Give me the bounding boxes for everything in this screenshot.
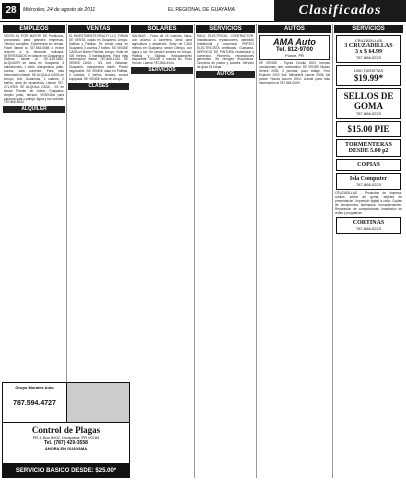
pantallas-price: $15.00 PIE: [347, 124, 390, 134]
column-header-servicios-right: SERVICIOS: [334, 25, 403, 33]
column-servicios-right: [332, 24, 404, 478]
cortinas-ad: [336, 217, 401, 234]
cards-price: $19.99*: [353, 73, 384, 83]
cortinas-phone: 787-866-0223: [356, 226, 381, 232]
isla-computer-ad: [336, 173, 401, 190]
isla-computer-phone: 787-866-0223: [356, 182, 381, 187]
column-header-solares: SOLARES: [131, 25, 193, 33]
pest-control-ad: [2, 382, 130, 464]
cruzadillas-title: 3 CRUZADILLAS: [344, 43, 393, 49]
sellos-title: SELLOS DE GOMA: [343, 91, 394, 111]
column-solares: [130, 24, 194, 478]
column-header-ventas: VENTAS: [68, 25, 129, 33]
ama-auto-ad: [259, 35, 330, 60]
cruzadillas-price: 3 x $ 64.99: [355, 49, 382, 55]
autos-text: SE VENDE - Toyota Corolla 2003, buenas condiciones, aire, automático. SE VENDE Nissan Sentra 2005, 4 puertas, poco millaje. Ford Explorer 2002 4x4. Mitsubishi Lancer 2006, full power. Honda Accord 2004. Llamar para más información al 787-864-0000.: [259, 61, 330, 85]
subhead-clases: CLASES: [68, 83, 129, 90]
sellos-phone: 787-866-0223: [356, 111, 381, 116]
ventas-text: EL INVESTMENTS REALTY LLC. FIRMA DE VENTA: casas en Guayama, Arroyo, Salinas y Patillas. Se vende casa en Guayama 3 cuartos 2 baños. SE VENDE CASA en Barrio Palmas, Arroyo. Solar de 400 metros, 3 habitaciones. Para más información llamar 787-866-1234. SE VENDE CASA - 3/1, Urb. Vistamar, Guayama, marquesina doble. Precio negociable. SE VENDE casa en Patillas, 4 cuartos, 2 baños, terraza, cocina equipada. SE VENDE solar en Arroyo.: [69, 34, 128, 81]
publication-name: EL REGIONAL DE GUAYAMA: [168, 7, 235, 13]
auto-shop-phone: 787.594.4727: [13, 400, 56, 407]
cruzadillas-phone: 787-866-0223: [356, 55, 381, 60]
servicios-text: RAUL ELECTRICAL CONTRACTOR. Instalaciones, reparaciones, cableado residencial y comercial. PERITO ELECTRICISTA certificado, Guayama. SERVICIO DE PINTURA residencial y comercial. Plomería, reparaciones generales. Se recogen escombros. Limpieza de patios y solares. Servicio de grúa 24 horas.: [197, 34, 254, 70]
empleos-text: VENTA AL POR MAYOR DE Productos, comprando para grandes empresas. Tiempo completo. Experiencia en ventas. Favor llamar al 787-864-6685 o enviar resume a la dirección indicada. INTERESADOS en laborar en Guayama y Salinas, llamar al 787-439-9282. ALQUILER de casa en Guayama, 3 habitaciones, 1 baño, marquesina, patio, cocina, sala comedor. Para más información llamar. SE ALQUILA CASA en Arroyo, Urb. Guásimas, 3 cuartos, 2 baños, área de lavandería. Llamar 787-271-0909. SE ALQUILA CASA - 2/1 en sector Puente de Jobos, Guayama. Amplio patio, terraza. VIVIENDA para persona sola o pareja. Agua y luz incluida. 787-866-5040.: [4, 34, 64, 105]
plagas-subtitle: AHORA EN GUAYAMA: [44, 446, 88, 451]
pantallas-ad: [336, 121, 401, 137]
column-header-autos: AUTOS: [258, 25, 331, 33]
column-autos: [256, 24, 332, 478]
page-header: [0, 0, 406, 22]
tormenteras-price: DESDE 5.00 p2: [348, 148, 389, 154]
plagas-title: Control de Plagas: [31, 425, 101, 435]
tormenteras-ad: [336, 139, 401, 157]
auto-shop-title: Grupo Morales Auto: [15, 385, 54, 390]
column-header-empleos: EMPLEOS: [3, 25, 65, 33]
ama-auto-location: Ponce, PR: [284, 53, 305, 58]
copias-ad: [336, 159, 401, 171]
subhead-servicios: SERVICIOS: [131, 67, 193, 74]
ama-auto-phone: Tel. 812-9700: [276, 47, 313, 53]
cruzadillas-ad: [336, 35, 401, 63]
ad-photo: [66, 383, 129, 422]
sellos-ad: [336, 88, 401, 119]
subhead-alquiler: ALQUILER: [3, 106, 65, 113]
plagas-phone: Tel. (787) 429-3558: [44, 440, 88, 446]
cards-label: 1000 TARJETAS: [353, 68, 384, 73]
tormenteras-title: TORMENTERAS: [345, 142, 392, 148]
issue-date: Miércoles, 24 de agosto de 2011: [23, 7, 96, 13]
business-cards-ad: [336, 65, 401, 86]
cruzadillas-label: CRUZADILLAS: [354, 38, 383, 43]
plagas-price-bar: SERVICIO BASICO DESDE: $25.00*: [2, 464, 130, 478]
column-servicios: [194, 24, 256, 478]
servicios-right-text: CRUZADILLAS - Productos de limpieza, rótulos, sellos de goma, tarjetas de presentación. Impresión digital a color. Copias de documentos, laminados, encuadernación. Reparación de computadoras, instalación de redes y programas.: [335, 191, 402, 215]
section-banner: Clasificados: [274, 0, 406, 22]
classifieds-grid: [2, 24, 404, 478]
cortinas-title: CORTINAS: [352, 220, 385, 227]
ama-auto-logo: AMA Auto: [273, 37, 316, 47]
column-header-servicios: SERVICIOS: [196, 25, 255, 33]
auto-shop-ad: [3, 383, 66, 422]
copias-title: COPIAS: [357, 162, 380, 168]
solares-text: SALINAS - Finca de 15 cuerdas, llana, con acceso a carretera, ideal para agricultura o desarrollo. Solar de 1,500 metros en Guayama, sector Olimpo, con agua y luz. Se venden solares en Arroyo, Patillas y Salinas, financiamiento disponible. SOLAR 1 cuerda Bo. Pozo Hondo. Llamar 787-864-4444.: [132, 34, 192, 66]
page-number: 28: [2, 3, 20, 19]
isla-computer-title: Isla Computer: [349, 176, 388, 182]
plagas-address: PR-1 Box 6002, Guayama, PR 00784: [32, 435, 100, 440]
subhead-autos: AUTOS: [196, 71, 255, 78]
